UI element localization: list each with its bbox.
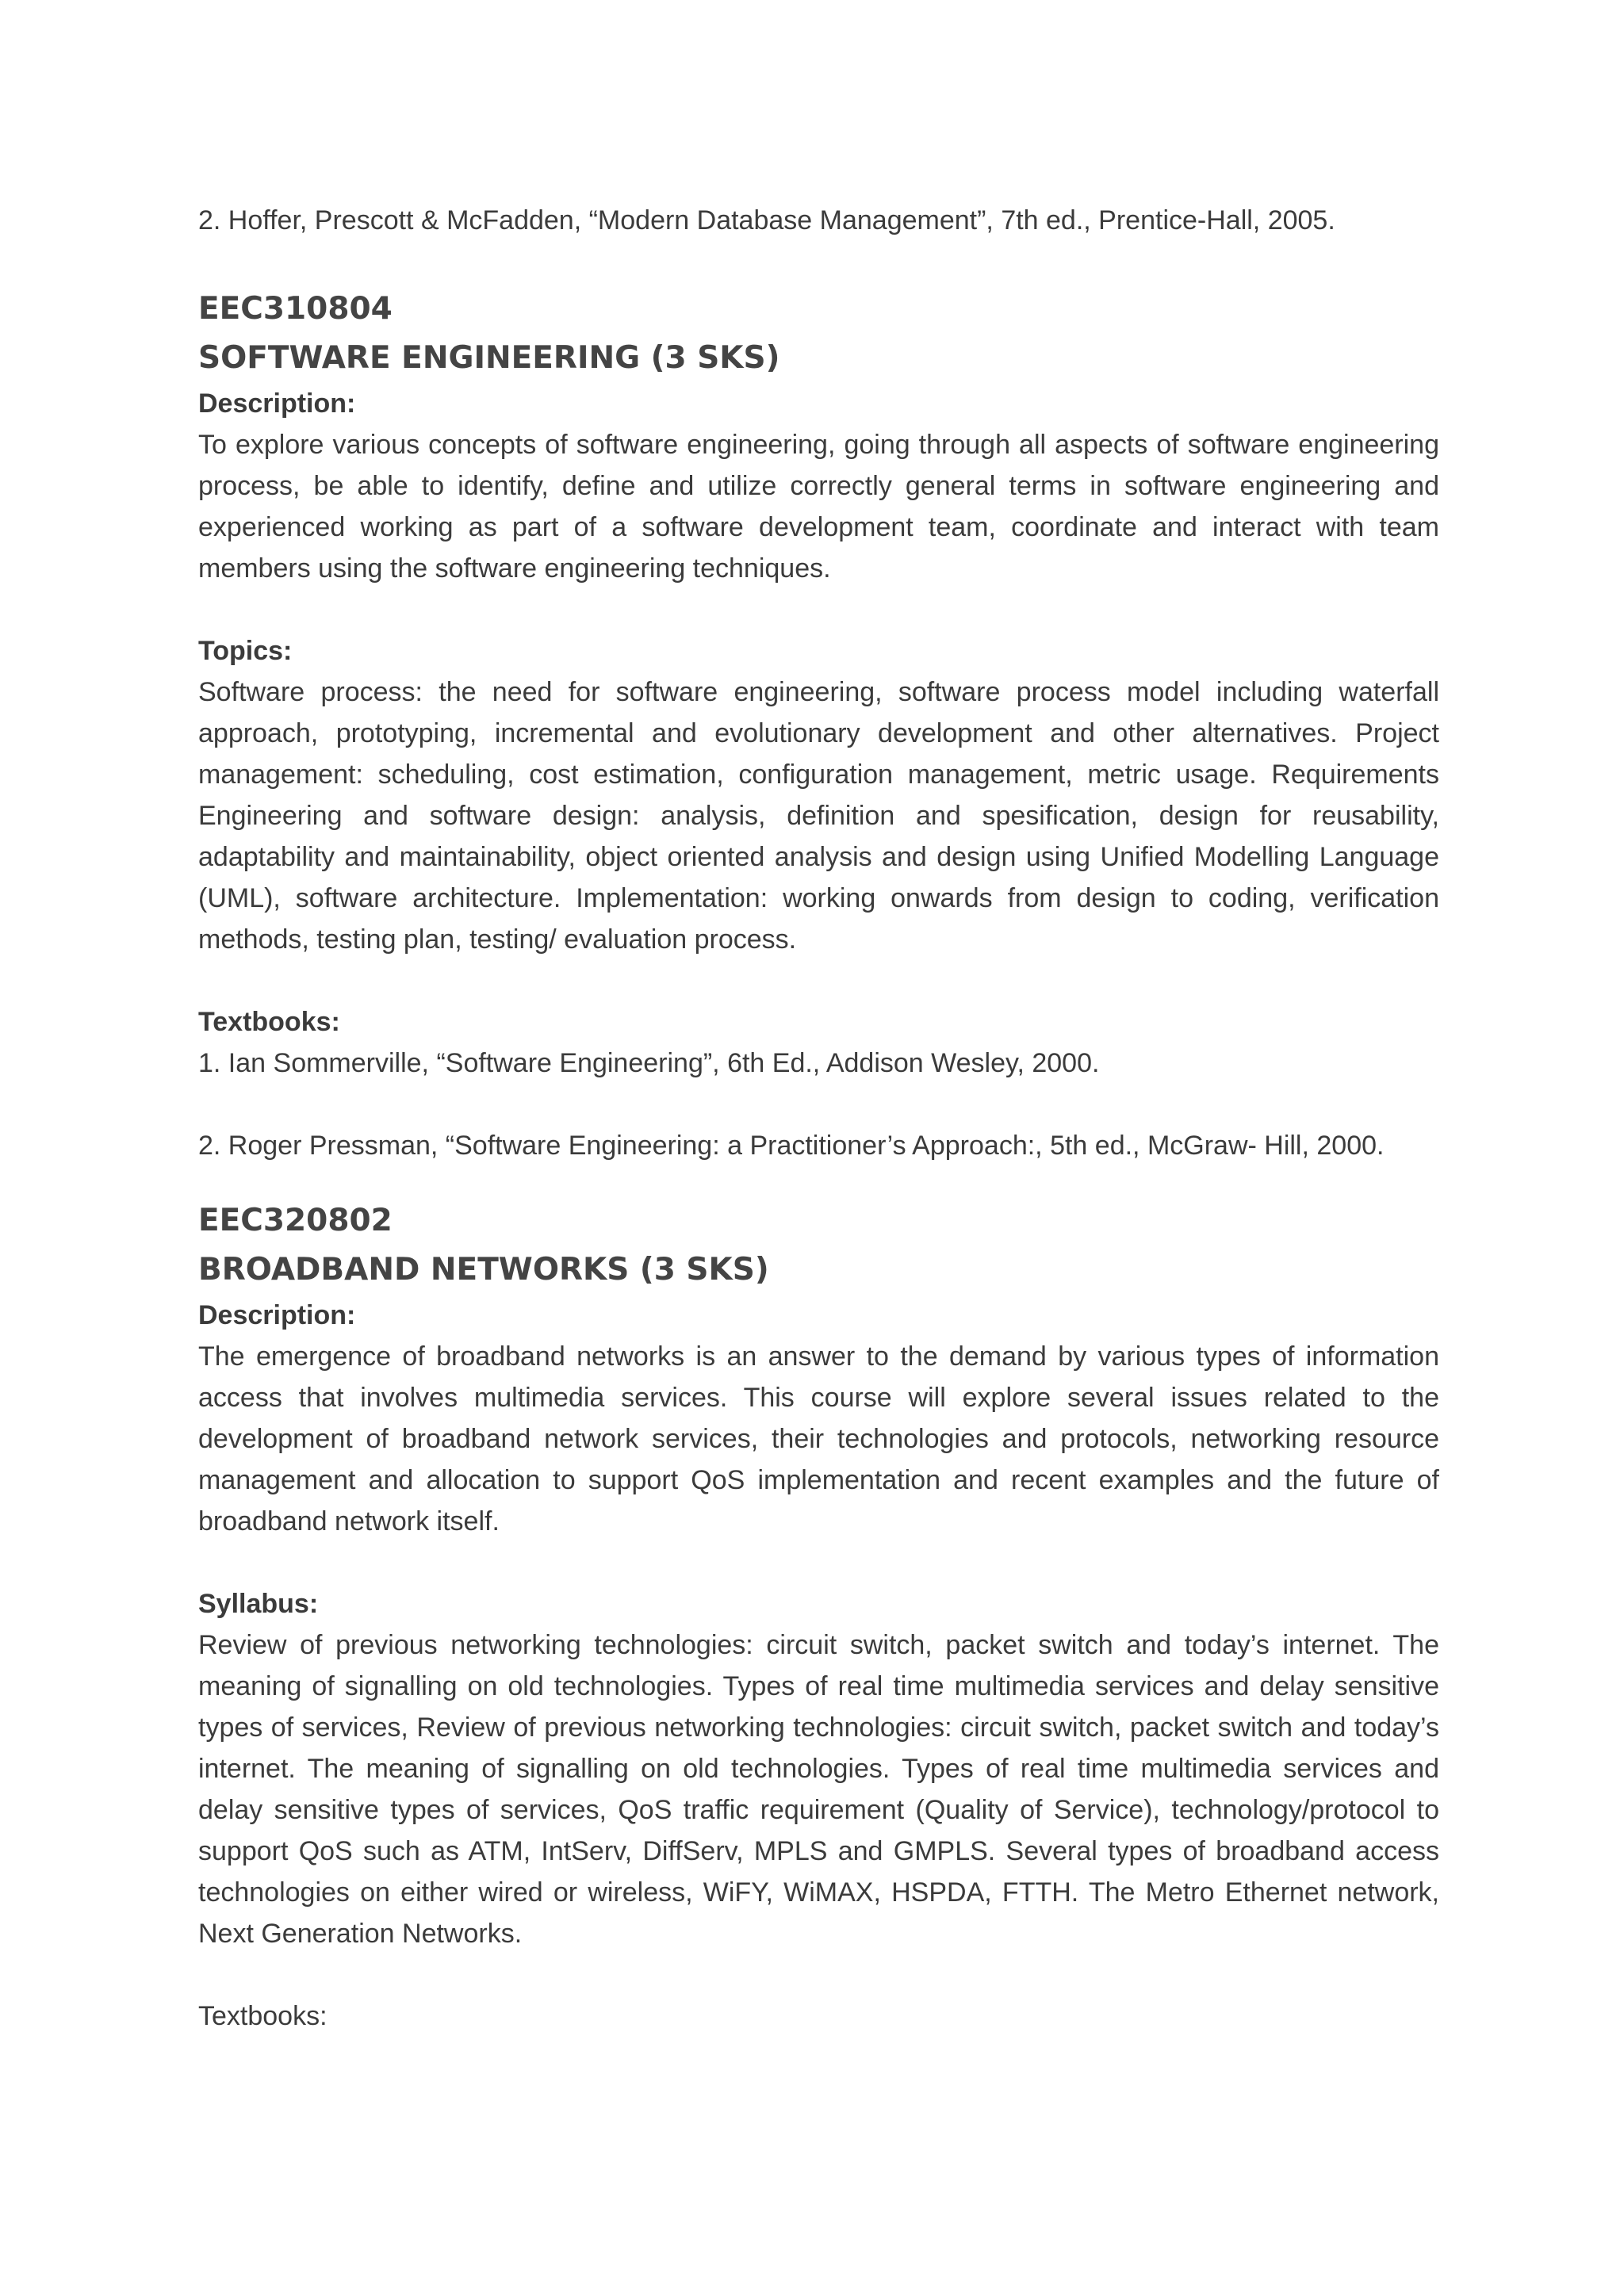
course-section-broadband-networks — [198, 1196, 1439, 2037]
textbooks-label: Textbooks: — [198, 1007, 340, 1037]
syllabus-text: Review of previous networking technologies: circuit switch, packet switch and today’s internet. The meaning of signalling on old technologies. Types of real time multimedia services and delay sensitive types of services, Review of previous networking technologies: circuit switch, packet switch and today’s internet. The meaning of signalling on old technologies. Types of real time multimedia services and delay sensitive types of services, QoS traffic requirement (Quality of Service), technology/protocol to support QoS such as ATM, IntServ, DiffServ, MPLS and GMPLS. Several types of broadband access technologies on either wired or wireless, WiFY, WiMAX, HSPDA, FTTH. The Metro Ethernet network, Next Generation Networks. — [198, 1630, 1439, 1949]
spacer — [198, 1166, 1439, 1196]
course-title: SOFTWARE ENGINEERING (3 SKS) — [198, 340, 780, 376]
course-section-software-engineering — [198, 285, 1439, 1166]
textbook-item: 1. Ian Sommerville, “Software Engineering”, 6th Ed., Addison Wesley, 2000. — [198, 1048, 1100, 1078]
course-code: EEC310804 — [198, 291, 393, 327]
description-label: Description: — [198, 388, 356, 419]
topics-text: Software process: the need for software engineering, software process model including waterfall approach, prototyping, incremental and evolutionary development and other alternatives. Project management: scheduling, cost estimation, configuration management, metric usage. Requirements Engineering and software design: analysis, definition and spesification, design for reusability, adaptability and maintainability, object oriented analysis and design using Unified Modelling Language (UML), software architecture. Implementation: working onwards from design to coding, verification methods, testing plan, testing/ evaluation process. — [198, 677, 1439, 955]
spacer — [198, 1954, 1439, 1996]
spacer — [198, 960, 1439, 1001]
description-text: To explore various concepts of software engineering, going through all aspects of software engineering process, be able to identify, define and utilize correctly general terms in software engineering and experienced working as part of a software development team, coordinate and interact with team members using the software engineering techniques. — [198, 430, 1439, 584]
textbooks-label: Textbooks: — [198, 2001, 327, 2031]
textbook-item: 2. Roger Pressman, “Software Engineering: a Practitioner’s Approach:, 5th ed., McGraw- Hill, 2000. — [198, 1131, 1385, 1161]
topics-label: Topics: — [198, 636, 293, 666]
spacer — [198, 241, 1439, 285]
course-code: EEC320802 — [198, 1203, 393, 1238]
reference-item: 2. Hoffer, Prescott & McFadden, “Modern Database Management”, 7th ed., Prentice-Hall, 2005. — [198, 205, 1335, 235]
spacer — [198, 1084, 1439, 1125]
syllabus-label: Syllabus: — [198, 1589, 319, 1619]
spacer — [198, 1542, 1439, 1583]
course-title: BROADBAND NETWORKS (3 SKS) — [198, 1252, 769, 1288]
document-page — [198, 200, 1439, 2037]
spacer — [198, 589, 1439, 630]
description-label: Description: — [198, 1300, 356, 1330]
description-text: The emergence of broadband networks is an answer to the demand by various types of information access that involves multimedia services. This course will explore several issues related to the development of broadband network services, their technologies and protocols, networking resource management and allocation to support QoS implementation and recent examples and the future of broadband network itself. — [198, 1341, 1439, 1536]
